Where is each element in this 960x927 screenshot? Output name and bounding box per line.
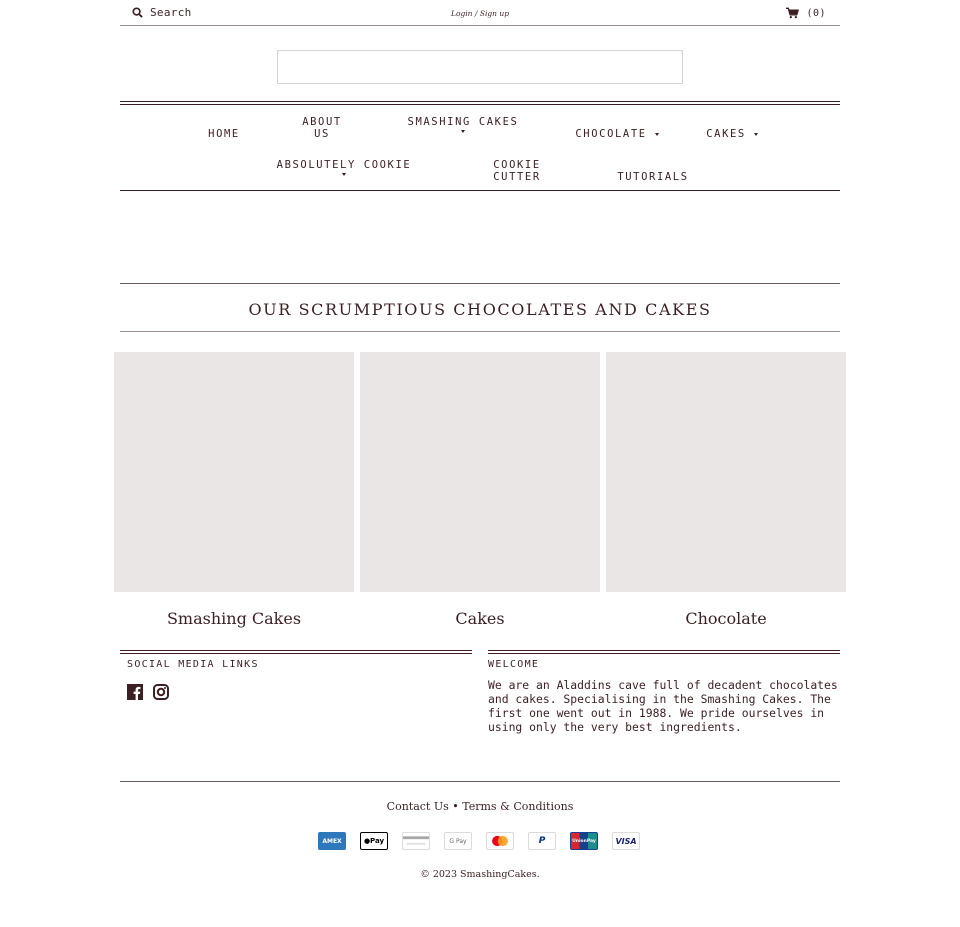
nav-divider — [120, 190, 840, 191]
gpay-label: G Pay — [449, 837, 467, 845]
collection-title[interactable]: Cakes — [455, 609, 505, 628]
collection-image[interactable] — [114, 352, 354, 592]
applepay-label: Pay — [370, 837, 385, 845]
social-heading: SOCIAL MEDIA LINKS — [127, 659, 259, 670]
chevron-down-icon — [461, 130, 465, 133]
nav-cookie-cutter-line1: COOKIE — [493, 159, 541, 171]
terms-link[interactable]: Terms & Conditions — [462, 800, 574, 813]
collection-image[interactable] — [606, 352, 846, 592]
nav-absolutely-cookie-label: ABSOLUTELY COOKIE — [276, 159, 412, 171]
footer-divider — [120, 650, 472, 651]
unionpay-label: UnionPay — [572, 838, 596, 844]
footer-divider — [488, 653, 840, 654]
nav-divider — [120, 101, 840, 102]
nav-chocolate-label: CHOCOLATE — [575, 128, 647, 140]
amex-label: AMEX — [322, 837, 342, 845]
visa-icon — [612, 832, 640, 850]
nav-cakes-label: CAKES — [706, 128, 746, 140]
facebook-icon — [127, 684, 143, 700]
nav-cookie-cutter-line2: CUTTER — [493, 171, 541, 183]
collection-card-smashing-cakes[interactable] — [114, 352, 354, 628]
chevron-down-icon — [655, 133, 659, 136]
nav-absolutely-cookie[interactable] — [264, 159, 424, 176]
instagram-link[interactable] — [153, 684, 169, 700]
mastercard-circles-icon — [487, 832, 513, 850]
cart-button[interactable] — [786, 7, 826, 19]
section-divider — [120, 331, 840, 332]
card-stripe-icon — [403, 832, 429, 850]
chevron-down-icon — [754, 133, 758, 136]
collection-image[interactable] — [360, 352, 600, 592]
nav-cookie-cutter[interactable] — [480, 159, 554, 183]
link-separator: • — [448, 800, 463, 813]
chevron-down-icon — [342, 173, 346, 176]
payment-icons — [318, 832, 640, 850]
login-separator: / — [472, 9, 480, 18]
account-links — [120, 9, 840, 18]
collection-title[interactable]: Chocolate — [685, 609, 767, 628]
search-label: Search — [150, 6, 192, 19]
mastercard-icon — [486, 832, 514, 850]
generic-card-icon — [402, 832, 430, 850]
footer-divider — [488, 650, 840, 651]
cart-icon — [786, 7, 799, 19]
top-bar — [120, 0, 840, 26]
footer-divider — [120, 653, 472, 654]
nav-cakes[interactable] — [698, 128, 766, 140]
nav-smashing-cakes-label: SMASHING CAKES — [407, 116, 519, 128]
nav-smashing-cakes[interactable] — [396, 116, 530, 133]
collection-title[interactable]: Smashing Cakes — [166, 609, 302, 628]
unionpay-icon — [570, 832, 598, 850]
nav-chocolate[interactable] — [562, 128, 672, 140]
signup-link[interactable]: Sign up — [479, 9, 509, 18]
apple-pay-icon — [360, 832, 388, 850]
visa-label: VISA — [615, 836, 637, 846]
logo-placeholder[interactable] — [277, 50, 683, 84]
nav-tutorials[interactable] — [606, 171, 700, 183]
welcome-heading: WELCOME — [488, 659, 540, 670]
contact-us-link[interactable]: Contact Us — [386, 800, 449, 813]
nav-tutorials-label: TUTORIALS — [617, 171, 689, 183]
section-title: OUR SCRUMPTIOUS CHOCOLATES AND CAKES — [248, 300, 712, 319]
footer-links — [120, 800, 840, 813]
social-links — [127, 684, 169, 700]
paypal-label: P — [538, 836, 546, 846]
google-pay-icon — [444, 832, 472, 850]
welcome-text: We are an Aladdins cave full of decadent chocolates and cakes. Specialising in the Smashing Cakes. The first one went out in 1988. We pride ourselves in using only the very best ingredients. — [488, 678, 838, 734]
copyright: © 2023 SmashingCakes. — [420, 869, 540, 880]
instagram-icon — [153, 684, 169, 700]
nav-divider — [120, 104, 840, 105]
nav-about-us-line1: ABOUT — [302, 116, 342, 128]
nav-about-us-line2: US — [314, 128, 330, 140]
collection-card-chocolate[interactable] — [606, 352, 846, 628]
amex-icon — [318, 832, 346, 850]
footer-divider — [120, 781, 840, 782]
nav-about-us[interactable] — [290, 116, 354, 140]
cart-count: (0) — [806, 7, 826, 19]
apple-logo-icon: ● — [363, 837, 371, 845]
nav-home-label: HOME — [208, 128, 240, 140]
section-divider — [120, 283, 840, 284]
nav-home[interactable] — [196, 128, 252, 140]
collection-card-cakes[interactable] — [360, 352, 600, 628]
paypal-icon — [528, 832, 556, 850]
facebook-link[interactable] — [127, 684, 143, 700]
login-link[interactable]: Login — [450, 9, 473, 18]
